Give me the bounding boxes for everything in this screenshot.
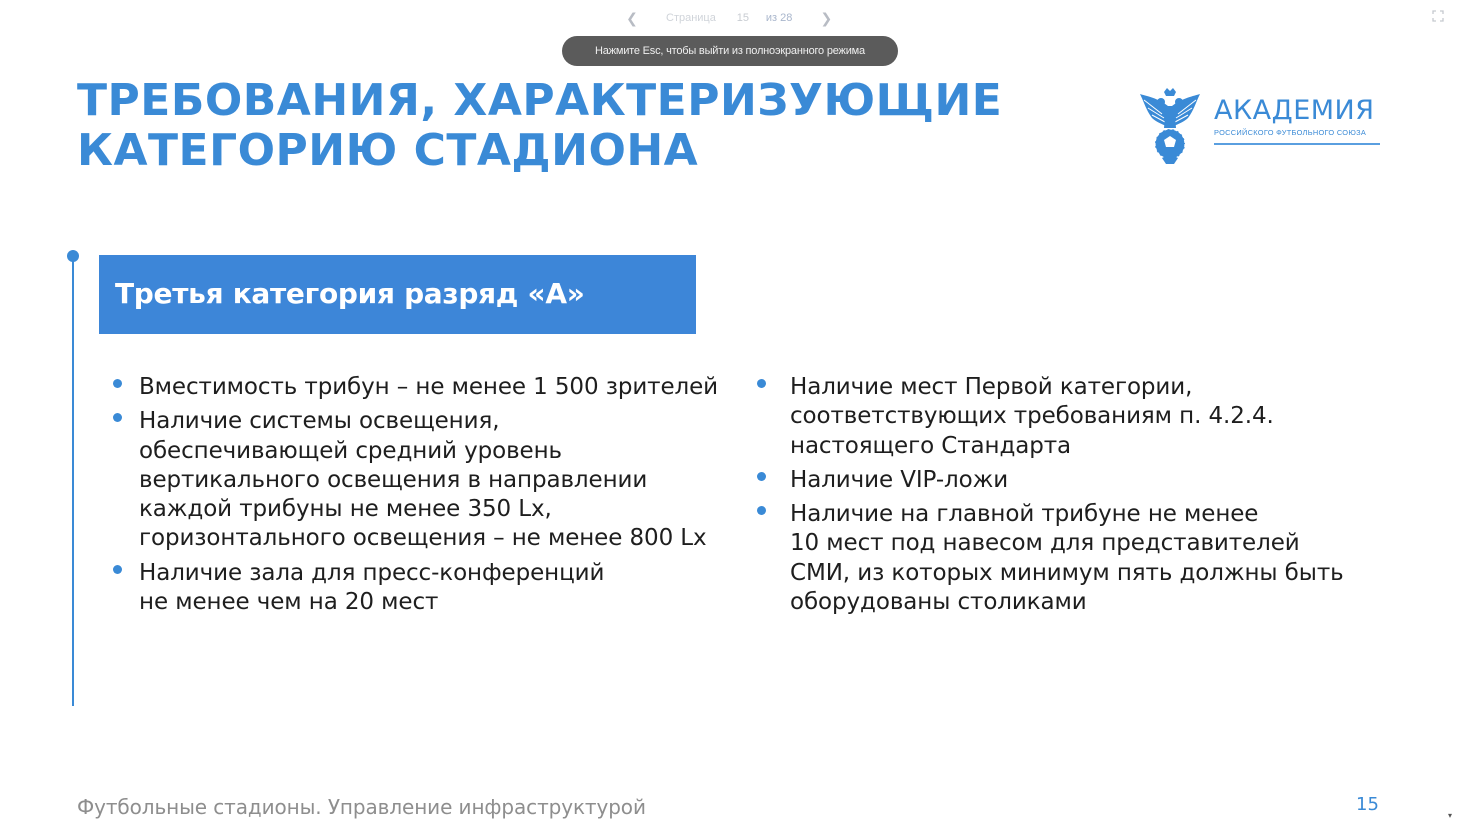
- bullet-icon: [113, 565, 122, 574]
- chevron-right-icon[interactable]: ❯: [820, 9, 833, 26]
- current-page-input[interactable]: 15: [736, 12, 749, 24]
- list-item: [112, 407, 732, 553]
- fullscreen-exit-toast: Нажмите Esc, чтобы выйти из полноэкранного режима: [562, 36, 898, 66]
- list-item-text: не менее чем на 20 мест: [139, 589, 439, 616]
- chevron-left-icon[interactable]: ❮: [626, 9, 638, 26]
- right-bullet-list: [756, 373, 1376, 622]
- bullet-icon: [757, 472, 766, 481]
- academy-logo: [1138, 88, 1388, 166]
- page-label: Страница: [666, 12, 716, 24]
- list-item: [756, 373, 1376, 461]
- list-item-text: Наличие на главной трибуне не менее: [790, 501, 1259, 528]
- slide-footer: Футбольные стадионы. Управление инфраструктурой: [77, 795, 646, 819]
- list-item-text: Вместимость трибун – не менее 1 500 зрителей: [139, 374, 719, 400]
- list-item-text: Наличие системы освещения,: [139, 408, 500, 435]
- logo-sub-text: РОССИЙСКОГО ФУТБОЛЬНОГО СОЮЗА: [1214, 128, 1367, 137]
- list-item-text: каждой трибуны не менее 350 Lx,: [139, 496, 552, 523]
- logo-main-text: АКАДЕМИЯ: [1214, 95, 1375, 126]
- resize-corner-icon: ▾: [1448, 811, 1453, 820]
- list-item-text: Наличие зала для пресс-конференций: [139, 559, 605, 586]
- list-item-text: вертикального освещения в направлении: [139, 466, 648, 493]
- slide-title: [77, 76, 1002, 176]
- page-total: из 28: [765, 12, 793, 24]
- bullet-icon: [113, 379, 122, 388]
- list-item-text: горизонтального освещения – не менее 800 Lx: [139, 525, 707, 552]
- timeline-line: [72, 256, 74, 706]
- bullet-icon: [113, 413, 122, 422]
- category-banner: [99, 255, 696, 334]
- logo-text: [1214, 96, 1380, 145]
- bullet-icon: [757, 379, 766, 388]
- list-item-text: СМИ, из которых минимум пять должны быть: [790, 559, 1344, 586]
- eagle-football-emblem-icon: [1138, 88, 1202, 166]
- left-bullet-list: [112, 373, 732, 622]
- list-item: [112, 373, 732, 402]
- list-item-text: Наличие мест Первой категории,: [790, 374, 1193, 400]
- fullscreen-icon[interactable]: [1432, 10, 1444, 22]
- list-item-text: обеспечивающей средний уровень: [139, 437, 562, 464]
- list-item: [112, 559, 732, 618]
- list-item: [756, 466, 1376, 495]
- timeline-dot: [67, 250, 79, 262]
- list-item: [756, 500, 1376, 617]
- list-item-text: оборудованы столиками: [790, 589, 1087, 616]
- list-item-text: 10 мест под навесом для представителей: [790, 530, 1300, 557]
- slide-title-line: ТРЕБОВАНИЯ, ХАРАКТЕРИЗУЮЩИЕ: [77, 75, 1003, 126]
- slide-number: 15: [1356, 794, 1379, 815]
- bullet-icon: [757, 506, 766, 515]
- slide-title-line: КАТЕГОРИЮ СТАДИОНА: [77, 125, 699, 176]
- list-item-text: Наличие VIP-ложи: [790, 466, 1009, 493]
- list-item-text: соответствующих требованиям п. 4.2.4.: [790, 403, 1274, 430]
- page-navigator: [620, 8, 838, 28]
- category-label: Третья категория разряд «А»: [115, 277, 585, 310]
- list-item-text: настоящего Стандарта: [790, 432, 1072, 459]
